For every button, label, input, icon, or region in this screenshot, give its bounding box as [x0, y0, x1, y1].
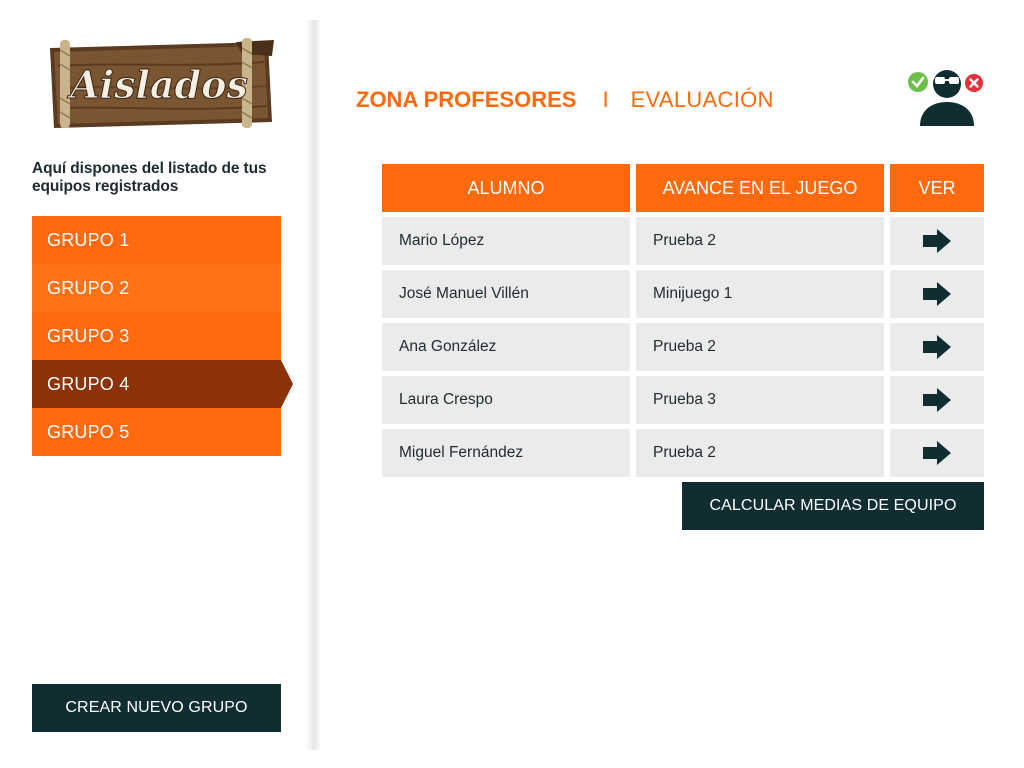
zone-label: ZONA PROFESORES — [356, 87, 577, 112]
view-button[interactable] — [890, 270, 984, 318]
student-progress: Prueba 2 — [636, 323, 884, 371]
student-name: Miguel Fernández — [382, 429, 630, 477]
student-name: José Manuel Villén — [382, 270, 630, 318]
group-item-4-active[interactable]: GRUPO 4 — [32, 360, 281, 408]
header-view: VER — [890, 164, 984, 212]
group-list — [32, 216, 281, 456]
table-row — [382, 429, 984, 482]
arrow-right-icon — [922, 282, 952, 306]
header-progress: AVANCE EN EL JUEGO — [636, 164, 884, 212]
title-separator: I — [602, 87, 609, 112]
sidebar-divider — [306, 20, 320, 750]
table-row — [382, 217, 984, 270]
students-table — [382, 164, 984, 482]
table-body — [382, 217, 984, 482]
student-progress: Prueba 2 — [636, 217, 884, 265]
table-row — [382, 376, 984, 429]
arrow-right-icon — [922, 229, 952, 253]
group-item-3[interactable]: GRUPO 3 — [32, 312, 281, 360]
calculate-team-averages-button[interactable]: CALCULAR MEDIAS DE EQUIPO — [682, 482, 984, 530]
group-item-1[interactable]: GRUPO 1 — [32, 216, 281, 264]
table-header-row — [382, 164, 984, 217]
section-label: EVALUACIÓN — [630, 87, 774, 112]
student-name: Ana González — [382, 323, 630, 371]
arrow-right-icon — [922, 441, 952, 465]
aislados-logo — [46, 36, 274, 132]
cross-icon — [965, 74, 983, 92]
student-progress: Prueba 3 — [636, 376, 884, 424]
logo-text: Aislados — [70, 62, 248, 107]
arrow-right-icon — [922, 388, 952, 412]
page-title — [356, 86, 774, 114]
group-item-5[interactable]: GRUPO 5 — [32, 408, 281, 456]
view-button[interactable] — [890, 323, 984, 371]
view-button[interactable] — [890, 217, 984, 265]
student-progress: Prueba 2 — [636, 429, 884, 477]
sidebar-intro: Aquí dispones del listado de tus equipos registrados — [32, 160, 267, 195]
student-name: Laura Crespo — [382, 376, 630, 424]
teacher-avatar-icon[interactable] — [906, 64, 988, 128]
student-progress: Minijuego 1 — [636, 270, 884, 318]
student-name: Mario López — [382, 217, 630, 265]
table-row — [382, 270, 984, 323]
check-icon — [908, 72, 928, 92]
table-row — [382, 323, 984, 376]
view-button[interactable] — [890, 429, 984, 477]
group-item-2[interactable]: GRUPO 2 — [32, 264, 281, 312]
create-group-button[interactable]: CREAR NUEVO GRUPO — [32, 684, 281, 732]
sidebar — [0, 0, 314, 768]
arrow-right-icon — [922, 335, 952, 359]
view-button[interactable] — [890, 376, 984, 424]
header-student: ALUMNO — [382, 164, 630, 212]
